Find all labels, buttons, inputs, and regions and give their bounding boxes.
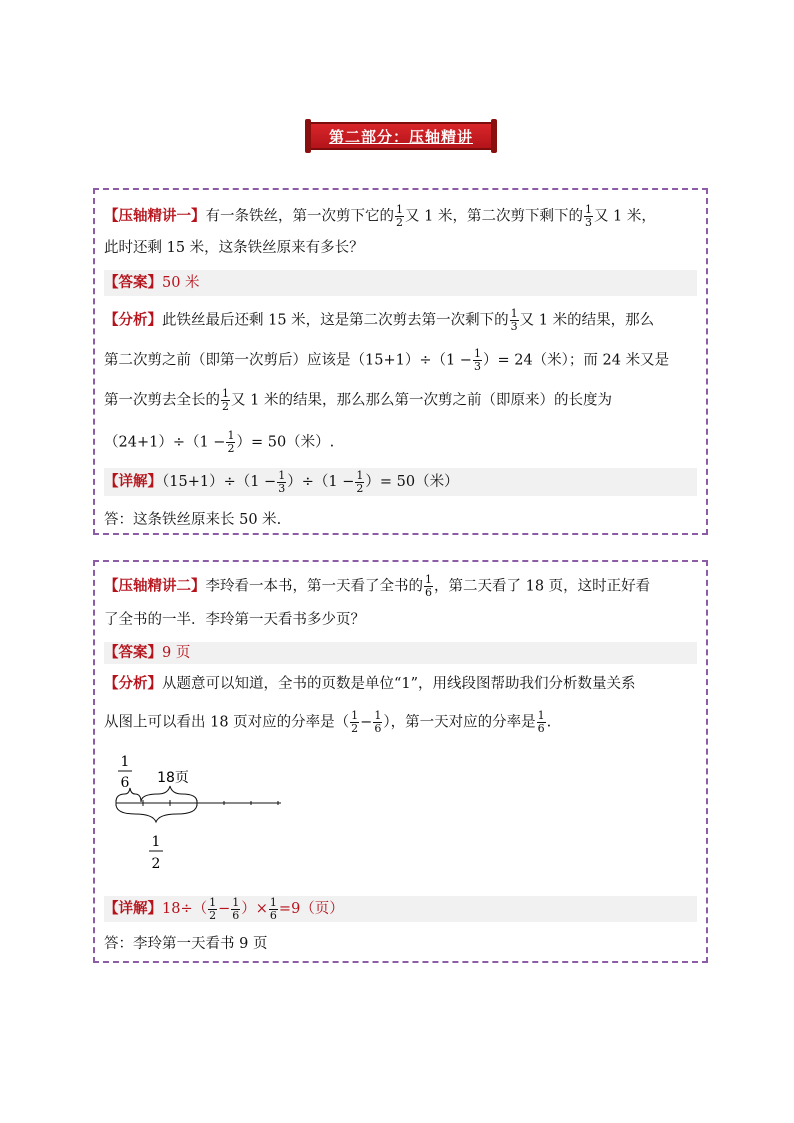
p1-analysis-line3 bbox=[104, 388, 697, 413]
fraction-1-2: $\frac{1}{2}$ bbox=[209, 895, 217, 922]
p2-detail bbox=[104, 896, 697, 922]
minus-sign: − bbox=[360, 714, 373, 731]
minus-sign: − bbox=[218, 901, 231, 917]
problem-1-box bbox=[93, 188, 708, 535]
p2-final-answer: 答：李玲第一天看书 9 页 bbox=[104, 936, 268, 952]
p2-answer bbox=[104, 642, 697, 664]
p1-detail bbox=[104, 468, 697, 496]
p2-question-line2: 了全书的一半．李玲第一天看书多少页？ bbox=[104, 612, 365, 628]
p1-an4-b: ）= 50（米）. bbox=[236, 434, 335, 451]
p1-det-a: （15+1）÷（1 − bbox=[162, 474, 277, 490]
p2-question-line1 bbox=[104, 574, 697, 599]
p1-an3-b: 又 1 米的结果，那么那么第一次剪之前（即原来）的长度为 bbox=[231, 392, 612, 409]
p2-answer-value: 9 页 bbox=[162, 645, 191, 661]
banner-body bbox=[311, 122, 491, 150]
p1-an2-b: ）= 24（米）；而 24 米又是 bbox=[482, 352, 670, 369]
segment-diagram bbox=[113, 752, 313, 882]
banner-title: 第二部分：压轴精讲 bbox=[328, 127, 473, 146]
scroll-rod-right bbox=[491, 119, 497, 153]
p2-detail-tag: 【详解】 bbox=[104, 900, 162, 917]
p2-analysis-tag: 【分析】 bbox=[104, 675, 162, 692]
fraction-1-2: $\frac{1}{2}$ bbox=[356, 468, 364, 495]
diagram-frac-1-6-den: 6 bbox=[120, 775, 130, 791]
p1-analysis-line1 bbox=[104, 308, 697, 333]
diagram-brace-18 bbox=[141, 786, 197, 802]
diagram-frac-1-2-num: 1 bbox=[151, 834, 161, 850]
p1-q-text-b: 又 1 米，第二次剪下剩下的 bbox=[405, 208, 583, 225]
p2-det-c: =9（页） bbox=[278, 901, 344, 917]
diagram-label-18: 18页 bbox=[157, 770, 189, 786]
fraction-1-2: $\frac{1}{2}$ bbox=[222, 387, 229, 413]
fraction-1-3: $\frac{1}{3}$ bbox=[584, 203, 592, 229]
p1-detail-tag: 【详解】 bbox=[104, 473, 162, 490]
p2-analysis-line2 bbox=[104, 710, 697, 735]
diagram-brace-1-2 bbox=[116, 804, 197, 822]
diagram-frac-1-2-den: 2 bbox=[151, 856, 161, 872]
p1-question-line2: 此时还剩 15 米，这条铁丝原来有多长？ bbox=[104, 240, 364, 256]
fraction-1-3: $\frac{1}{3}$ bbox=[510, 307, 518, 333]
p1-analysis-line2 bbox=[104, 348, 697, 373]
p1-q-text-c: 又 1 米， bbox=[593, 208, 656, 225]
p2-an2-c: . bbox=[546, 714, 552, 731]
p1-det-b: ）÷（1 − bbox=[287, 474, 355, 490]
section-banner bbox=[305, 119, 497, 153]
fraction-1-2: $\frac{1}{2}$ bbox=[227, 429, 235, 455]
p2-analysis-line1 bbox=[104, 674, 697, 694]
p1-an3-a: 第一次剪去全长的 bbox=[104, 392, 220, 409]
p1-det-c: ）= 50（米） bbox=[365, 474, 459, 490]
fraction-1-2: $\frac{1}{2}$ bbox=[351, 709, 359, 735]
p1-answer bbox=[104, 270, 697, 296]
fraction-1-6: $\frac{1}{6}$ bbox=[232, 895, 240, 922]
fraction-1-2: $\frac{1}{2}$ bbox=[396, 203, 403, 229]
p1-q-text-a: 有一条铁丝，第一次剪下它的 bbox=[205, 208, 394, 225]
fraction-1-6: $\frac{1}{6}$ bbox=[425, 573, 432, 599]
fraction-1-6: $\frac{1}{6}$ bbox=[374, 709, 382, 735]
p1-answer-tag: 【答案】 bbox=[104, 274, 162, 291]
p1-tag: 【压轴精讲一】 bbox=[104, 207, 206, 225]
p1-analysis-line4 bbox=[104, 430, 697, 455]
p1-analysis-tag: 【分析】 bbox=[104, 311, 162, 329]
p1-final-answer: 答：这条铁丝原来长 50 米. bbox=[104, 512, 282, 528]
p1-answer-value: 50 米 bbox=[162, 275, 200, 291]
p2-q-a: 李玲看一本书，第一天看了全书的 bbox=[205, 578, 423, 595]
p1-an4-a: （24+1）÷（1 − bbox=[104, 434, 226, 451]
p2-an1: 从题意可以知道，全书的页数是单位“1”，用线段图帮助我们分析数量关系 bbox=[162, 676, 636, 692]
p2-an2-b: ），第一天对应的分率是 bbox=[383, 714, 536, 731]
p2-answer-tag: 【答案】 bbox=[104, 644, 162, 661]
p1-an1-b: 又 1 米的结果，那么 bbox=[519, 312, 655, 329]
fraction-1-6: $\frac{1}{6}$ bbox=[537, 709, 545, 735]
p2-tag: 【压轴精讲二】 bbox=[104, 577, 206, 595]
p1-an2-a: 第二次剪之前（即第一次剪后）应该是（15+1）÷（1 − bbox=[104, 352, 472, 369]
p2-an2-a: 从图上可以看出 18 页对应的分率是（ bbox=[104, 714, 350, 731]
p2-det-b: ）× bbox=[241, 901, 268, 917]
p1-an1-a: 此铁丝最后还剩 15 米，这是第二次剪去第一次剩下的 bbox=[162, 312, 509, 329]
diagram-frac-1-6-num: 1 bbox=[120, 754, 130, 770]
fraction-1-6: $\frac{1}{6}$ bbox=[269, 895, 277, 922]
p2-q-b: ，第二天看了 18 页，这时正好看 bbox=[434, 578, 651, 595]
p1-question-line1 bbox=[104, 204, 697, 229]
problem-2-box bbox=[93, 560, 708, 963]
fraction-1-3: $\frac{1}{3}$ bbox=[473, 347, 481, 373]
fraction-1-3: $\frac{1}{3}$ bbox=[278, 468, 286, 495]
p2-det-a: 18÷（ bbox=[162, 901, 208, 917]
